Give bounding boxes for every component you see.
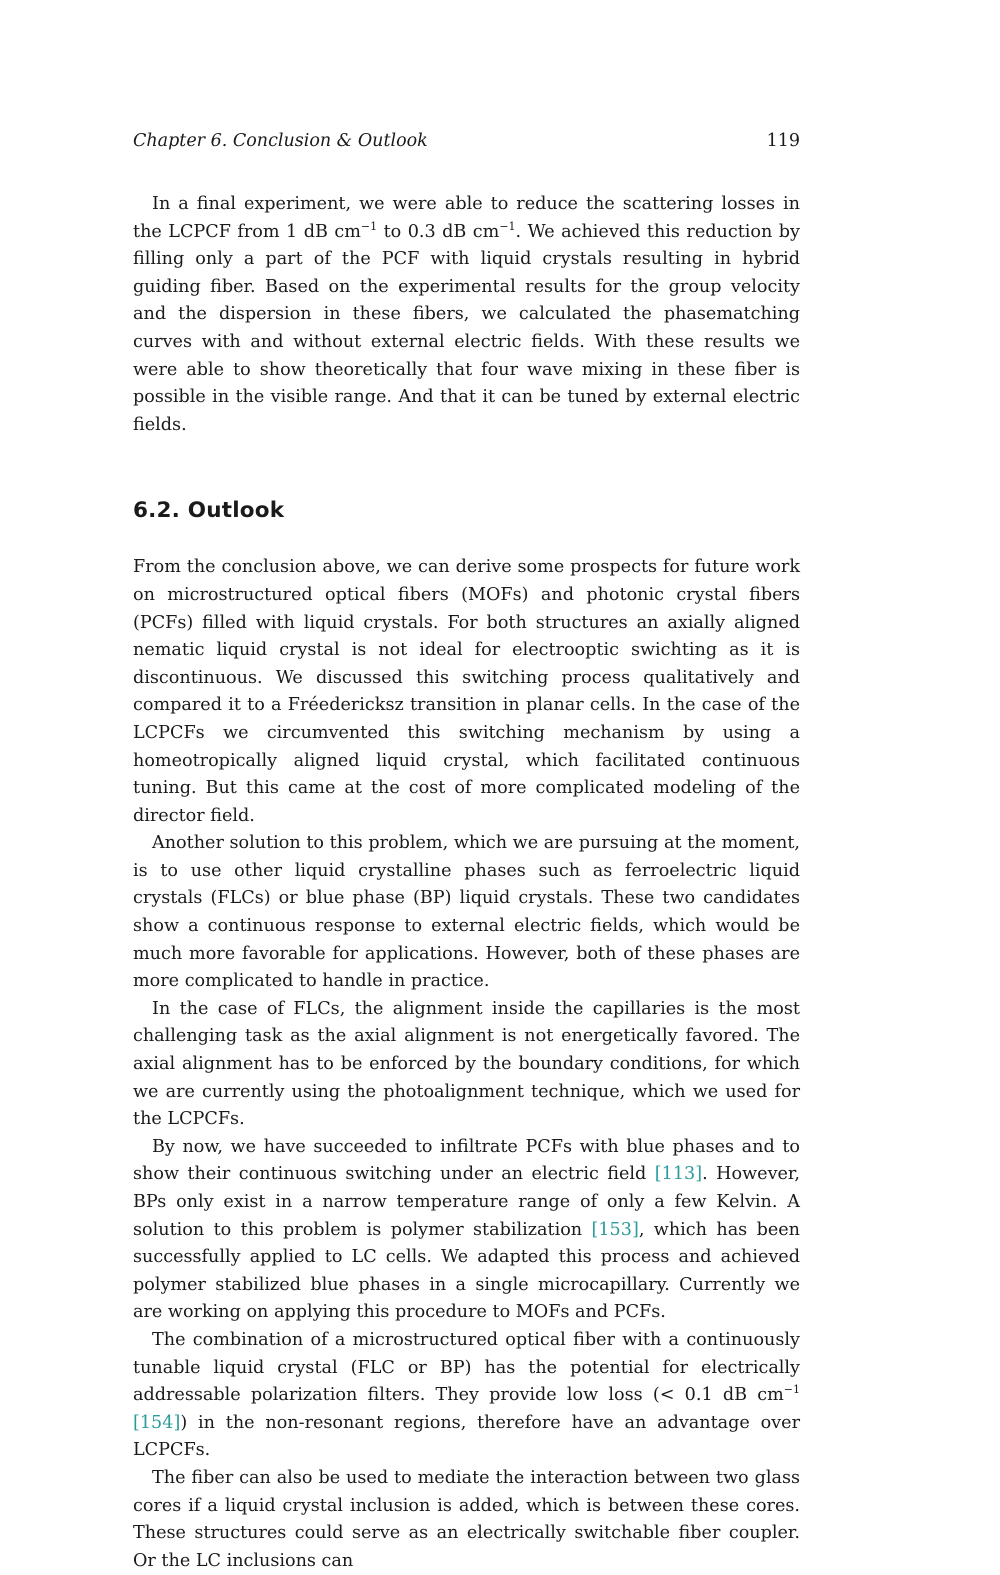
text: , which has been successfully applied to LC cells. We adapted this process and achieved polymer stabilized blue phases in a single microcapillary. Currently we are working on applying this procedure to MOFs and PCFs. xyxy=(133,1219,800,1323)
superscript: −1 xyxy=(499,219,516,233)
chapter-title: Chapter 6. Conclusion & Outlook xyxy=(133,131,428,151)
text: By now, we have succeeded to infiltrate PCFs with blue phases and to show their continuous switching under an electric field xyxy=(133,1136,800,1185)
text: to 0.3 dB cm xyxy=(377,221,500,242)
section-heading: 6.2. Outlook xyxy=(133,498,285,524)
paragraph-outlook-5 xyxy=(133,1327,800,1465)
running-header xyxy=(133,131,800,157)
citation-link[interactable]: [153] xyxy=(591,1219,639,1240)
paragraph-outlook-2: Another solution to this problem, which we are pursuing at the moment, is to use other liquid crystalline phases such as ferroelectric liquid crystals (FLCs) or blue phase (BP) liquid crystals. These two candidates show a continuous response to external electric fields, which would be much more favorable for applications. However, both of these phases are more complicated to handle in practice. xyxy=(133,833,800,992)
text: In a final experiment, we were able to reduce the scattering losses in the LCPCF from 1 dB cm xyxy=(133,194,800,242)
text: ) in the non-resonant regions, therefore have an advantage over LCPCFs. xyxy=(133,1412,800,1461)
text: . We achieved this reduction by filling only a part of the PCF with liquid crystals resulting in hybrid guiding fiber. Based on the experimental results for the group velocity and the dispersion in these fibers, we calculated the phasematching curves with and without external electric fields. With these results we were able to show theoretically that four wave mixing in these fiber is possible in the visible range. And that it can be tuned by external electric fields. xyxy=(133,221,800,435)
paragraph-conclusion xyxy=(133,191,800,439)
main-text xyxy=(133,191,800,1575)
citation-link[interactable]: [154] xyxy=(133,1412,181,1433)
citation-link[interactable]: [113] xyxy=(654,1164,703,1185)
paragraph-outlook-6: The fiber can also be used to mediate the interaction between two glass cores if a liquid crystal inclusion is added, which is between these cores. These structures could serve as an electrically switchable fiber coupler. Or the LC inclusions can xyxy=(133,1467,800,1571)
page-number: 119 xyxy=(766,131,800,151)
paragraph-outlook-1: From the conclusion above, we can derive some prospects for future work on microstructured optical fibers (MOFs) and photonic crystal fibers (PCFs) filled with liquid crystals. For both structures an axially aligned nematic liquid crystal is not ideal for electrooptic swichting as it is discontinuous. We discussed this switching process qualitatively and compared it to a Fréedericksz transition in planar cells. In the case of the LCPCFs we circumvented this switching mechanism by using a homeotropically aligned liquid crystal, which facilitated continuous tuning. But this came at the cost of more complicated modeling of the director field. xyxy=(133,557,800,826)
text: The combination of a microstructured optical fiber with a continuously tunable liquid crystal (FLC or BP) has the potential for electrically addressable polarization filters. They provide low loss (< 0.1 dB cm xyxy=(133,1329,800,1406)
paragraph-outlook-3: In the case of FLCs, the alignment inside the capillaries is the most challenging task as the axial alignment is not energetically favored. The axial alignment has to be enforced by the boundary conditions, for which we are currently using the photoalignment technique, which we used for the LCPCFs. xyxy=(133,998,800,1130)
text: . However, BPs only exist in a narrow temperature range of only a few Kelvin. A solution to this problem is polymer stabilization xyxy=(133,1164,800,1240)
superscript: −1 xyxy=(783,1383,800,1397)
superscript: −1 xyxy=(360,219,378,233)
paragraph-outlook-4 xyxy=(133,1134,800,1327)
